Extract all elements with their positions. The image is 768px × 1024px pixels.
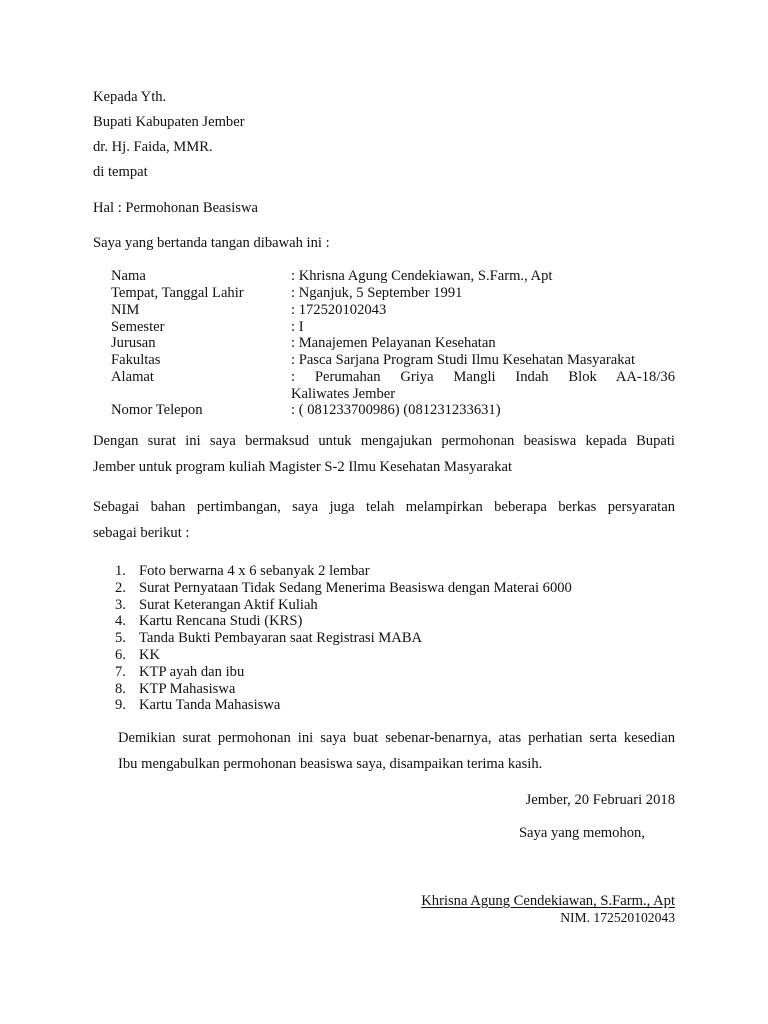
identity-label: Fakultas <box>111 352 161 368</box>
identity-row <box>111 319 675 336</box>
list-item-number: 9. <box>115 697 126 713</box>
list-item-text: Surat Pernyataan Tidak Sedang Menerima Beasiswa dengan Materai 6000 <box>139 580 572 596</box>
list-item <box>115 681 235 698</box>
body-paragraph-1-line-2: Jember untuk program kuliah Magister S-2 Ilmu Kesehatan Masyarakat <box>93 459 513 475</box>
list-item-number: 8. <box>115 681 126 697</box>
identity-value: : I <box>291 319 304 335</box>
identity-value: : Perumahan Griya Mangli Indah Blok AA-18/36 <box>291 369 675 385</box>
list-item-text: KTP ayah dan ibu <box>139 664 245 680</box>
recipient-line-1: Kepada Yth. <box>93 89 167 105</box>
signatory-name: Khrisna Agung Cendekiawan, S.Farm., Apt <box>421 893 675 909</box>
identity-label: Nomor Telepon <box>111 402 203 418</box>
list-item-number: 1. <box>115 563 126 579</box>
identity-row <box>111 302 675 319</box>
identity-row <box>111 352 675 369</box>
identity-row-continued <box>111 386 675 403</box>
list-item-number: 4. <box>115 613 126 629</box>
list-item-number: 2. <box>115 580 126 596</box>
identity-row <box>111 285 675 302</box>
place-date: Jember, 20 Februari 2018 <box>525 792 675 808</box>
recipient-line-3: dr. Hj. Faida, MMR. <box>93 139 213 155</box>
body-paragraph-2-line-2: sebagai berikut : <box>93 525 190 541</box>
list-item <box>115 697 280 714</box>
list-item <box>115 597 318 614</box>
signatory-nim: NIM. 172520102043 <box>560 910 675 925</box>
list-item-text: Surat Keterangan Aktif Kuliah <box>139 597 318 613</box>
letter-subject: Hal : Permohonan Beasiswa <box>93 200 258 216</box>
list-item-text: KK <box>139 647 161 663</box>
list-item-text: Tanda Bukti Pembayaran saat Registrasi MABA <box>139 630 423 646</box>
identity-value: : Manajemen Pelayanan Kesehatan <box>291 335 496 351</box>
identity-value: : Pasca Sarjana Program Studi Ilmu Kesehatan Masyarakat <box>291 352 636 368</box>
body-paragraph-1-line-1: Dengan surat ini saya bermaksud untuk mengajukan permohonan beasiswa kepada Bupati <box>93 433 675 449</box>
body-paragraph-2-line-1: Sebagai bahan pertimbangan, saya juga telah melampirkan beberapa berkas persyaratan <box>93 499 675 515</box>
list-item-text: KTP Mahasiswa <box>139 681 236 697</box>
list-item-number: 3. <box>115 597 126 613</box>
identity-value: : 172520102043 <box>291 302 387 318</box>
list-item-number: 5. <box>115 630 126 646</box>
identity-row <box>111 402 675 419</box>
closing-paragraph-line-1: Demikian surat permohonan ini saya buat sebenar-benarnya, atas perhatian serta kesedian <box>118 730 675 746</box>
list-item <box>115 580 572 597</box>
intro-text: Saya yang bertanda tangan dibawah ini : <box>93 235 330 251</box>
identity-label: Tempat, Tanggal Lahir <box>111 285 244 301</box>
list-item <box>115 613 302 630</box>
list-item-text: Foto berwarna 4 x 6 sebanyak 2 lembar <box>139 563 370 579</box>
list-item-number: 6. <box>115 647 126 663</box>
list-item-text: Kartu Tanda Mahasiswa <box>139 697 281 713</box>
list-item <box>115 630 422 647</box>
recipient-line-2: Bupati Kabupaten Jember <box>93 114 245 130</box>
list-item-text: Kartu Rencana Studi (KRS) <box>139 613 303 629</box>
identity-value: : ( 081233700986) (081231233631) <box>291 402 501 418</box>
identity-label: Jurusan <box>111 335 156 351</box>
identity-row <box>111 369 675 386</box>
signoff-text: Saya yang memohon, <box>518 825 645 841</box>
identity-label: Alamat <box>111 369 154 385</box>
list-item <box>115 664 244 681</box>
identity-label: Nama <box>111 268 146 284</box>
identity-row <box>111 335 675 352</box>
identity-value: : Nganjuk, 5 September 1991 <box>291 285 463 301</box>
list-item <box>115 647 160 664</box>
recipient-line-4: di tempat <box>93 164 148 180</box>
closing-paragraph-line-2: Ibu mengabulkan permohonan beasiswa saya, disampaikan terima kasih. <box>118 756 543 772</box>
list-item <box>115 563 370 580</box>
identity-label: Semester <box>111 319 165 335</box>
list-item-number: 7. <box>115 664 126 680</box>
identity-value-continued: Kaliwates Jember <box>291 386 396 402</box>
identity-row <box>111 268 675 285</box>
identity-value: : Khrisna Agung Cendekiawan, S.Farm., Apt <box>291 268 553 284</box>
identity-label: NIM <box>111 302 140 318</box>
